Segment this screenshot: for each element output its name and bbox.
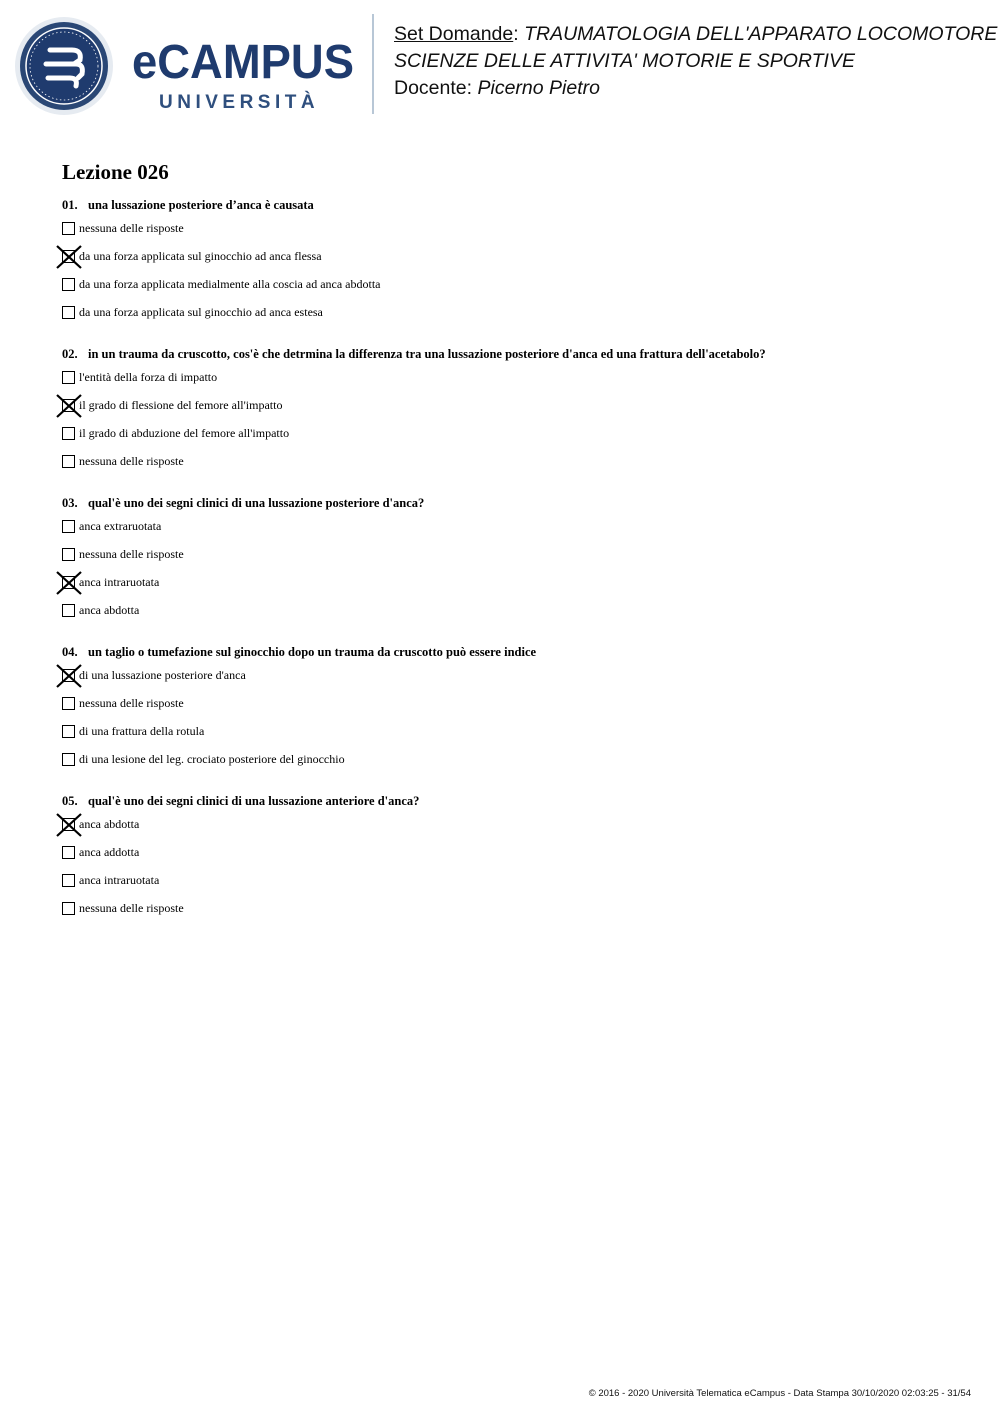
question-number: 04. bbox=[62, 645, 78, 659]
page-header bbox=[0, 0, 1000, 130]
cross-mark-icon bbox=[55, 663, 83, 689]
question-block bbox=[62, 643, 962, 773]
set-label: Set Domande bbox=[394, 23, 514, 45]
answer-text: anca intraruotata bbox=[79, 574, 160, 589]
question-text bbox=[62, 345, 962, 363]
answer-text: l'entità della forza di impatto bbox=[79, 369, 218, 384]
answer-option[interactable] bbox=[62, 689, 962, 717]
answer-option[interactable] bbox=[62, 214, 962, 242]
question-block bbox=[62, 792, 962, 922]
answer-option[interactable] bbox=[62, 363, 962, 391]
course-line bbox=[394, 21, 998, 48]
answer-text: di una lussazione posteriore d'anca bbox=[79, 667, 246, 682]
question-label: una lussazione posteriore d’anca è causata bbox=[88, 198, 314, 212]
question-number: 01. bbox=[62, 198, 78, 212]
cross-mark-icon bbox=[55, 812, 83, 838]
answer-text: da una forza applicata medialmente alla coscia ad anca abdotta bbox=[79, 276, 381, 291]
checkbox-checked[interactable] bbox=[62, 576, 75, 589]
answer-option[interactable] bbox=[62, 810, 962, 838]
course-title: TRAUMATOLOGIA DELL'APPARATO LOCOMOTORE bbox=[524, 23, 998, 45]
checkbox[interactable] bbox=[62, 604, 75, 617]
answer-text: nessuna delle risposte bbox=[79, 900, 184, 915]
cross-mark-icon bbox=[55, 244, 83, 270]
checkbox[interactable] bbox=[62, 753, 75, 766]
header-divider bbox=[372, 14, 374, 114]
teacher-line bbox=[394, 75, 994, 102]
checkbox[interactable] bbox=[62, 520, 75, 533]
question-label: qual'è uno dei segni clinici di una lussazione anteriore d'anca? bbox=[88, 794, 420, 808]
question-text bbox=[62, 792, 962, 810]
answer-option[interactable] bbox=[62, 270, 962, 298]
answer-text: il grado di flessione del femore all'impatto bbox=[79, 397, 283, 412]
answer-option[interactable] bbox=[62, 242, 962, 270]
header-info bbox=[394, 21, 998, 102]
cross-mark-icon bbox=[55, 393, 83, 419]
checkbox[interactable] bbox=[62, 427, 75, 440]
checkbox[interactable] bbox=[62, 278, 75, 291]
ecampus-logo bbox=[132, 36, 358, 116]
checkbox[interactable] bbox=[62, 548, 75, 561]
answer-option[interactable] bbox=[62, 717, 962, 745]
answer-option[interactable] bbox=[62, 298, 962, 326]
university-seal-icon bbox=[14, 16, 114, 116]
checkbox[interactable] bbox=[62, 725, 75, 738]
checkbox[interactable] bbox=[62, 846, 75, 859]
question-block bbox=[62, 345, 962, 475]
checkbox-checked[interactable] bbox=[62, 399, 75, 412]
checkbox[interactable] bbox=[62, 697, 75, 710]
checkbox[interactable] bbox=[62, 371, 75, 384]
logo-wordmark: eCAMPUS bbox=[132, 36, 354, 89]
question-block bbox=[62, 494, 962, 624]
checkbox[interactable] bbox=[62, 455, 75, 468]
checkbox[interactable] bbox=[62, 222, 75, 235]
checkbox[interactable] bbox=[62, 874, 75, 887]
answer-text: nessuna delle risposte bbox=[79, 695, 184, 710]
page-footer: © 2016 - 2020 Università Telematica eCampus - Data Stampa 30/10/2020 02:03:25 - 31/54 bbox=[588, 1388, 971, 1399]
checkbox-checked[interactable] bbox=[62, 818, 75, 831]
answer-option[interactable] bbox=[62, 568, 962, 596]
answer-text: di una lesione del leg. crociato posteriore del ginocchio bbox=[79, 751, 345, 766]
question-text bbox=[62, 196, 962, 214]
checkbox[interactable] bbox=[62, 902, 75, 915]
answer-option[interactable] bbox=[62, 866, 962, 894]
checkbox-checked[interactable] bbox=[62, 669, 75, 682]
answer-text: anca abdotta bbox=[79, 602, 140, 617]
question-label: in un trauma da cruscotto, cos'è che detrmina la differenza tra una lussazione posteriore d'anca ed una frattura dell'acetabolo? bbox=[88, 347, 766, 361]
answer-text: anca extraruotata bbox=[79, 518, 162, 533]
teacher-name: Picerno Pietro bbox=[477, 77, 600, 99]
question-number: 03. bbox=[62, 496, 78, 510]
question-number: 02. bbox=[62, 347, 78, 361]
answer-text: di una frattura della rotula bbox=[79, 723, 205, 738]
answer-text: anca abdotta bbox=[79, 816, 140, 831]
set-separator: : bbox=[513, 23, 519, 45]
answer-text: nessuna delle risposte bbox=[79, 220, 184, 235]
program-name: SCIENZE DELLE ATTIVITA' MOTORIE E SPORTIVE bbox=[394, 50, 855, 72]
question-block bbox=[62, 196, 962, 326]
question-label: un taglio o tumefazione sul ginocchio dopo un trauma da cruscotto può essere indice bbox=[88, 645, 537, 659]
answer-text: anca intraruotata bbox=[79, 872, 160, 887]
answer-option[interactable] bbox=[62, 447, 962, 475]
answer-option[interactable] bbox=[62, 745, 962, 773]
checkbox-checked[interactable] bbox=[62, 250, 75, 263]
answer-option[interactable] bbox=[62, 596, 962, 624]
answer-text: da una forza applicata sul ginocchio ad anca flessa bbox=[79, 248, 322, 263]
answer-text: anca addotta bbox=[79, 844, 140, 859]
checkbox[interactable] bbox=[62, 306, 75, 319]
answer-option[interactable] bbox=[62, 391, 962, 419]
logo-subtitle: UNIVERSITÀ bbox=[159, 92, 320, 113]
answer-option[interactable] bbox=[62, 540, 962, 568]
teacher-label: Docente: bbox=[394, 77, 473, 99]
question-text bbox=[62, 494, 962, 512]
answer-text: il grado di abduzione del femore all'impatto bbox=[79, 425, 290, 440]
question-list bbox=[62, 196, 962, 941]
answer-text: nessuna delle risposte bbox=[79, 546, 184, 561]
answer-text: da una forza applicata sul ginocchio ad anca estesa bbox=[79, 304, 323, 319]
answer-option[interactable] bbox=[62, 838, 962, 866]
lesson-title: Lezione 026 bbox=[62, 160, 169, 184]
answer-option[interactable] bbox=[62, 419, 962, 447]
cross-mark-icon bbox=[55, 570, 83, 596]
answer-text: nessuna delle risposte bbox=[79, 453, 184, 468]
answer-option[interactable] bbox=[62, 894, 962, 922]
question-number: 05. bbox=[62, 794, 78, 808]
answer-option[interactable] bbox=[62, 512, 962, 540]
question-label: qual'è uno dei segni clinici di una lussazione posteriore d'anca? bbox=[88, 496, 425, 510]
answer-option[interactable] bbox=[62, 661, 962, 689]
question-text bbox=[62, 643, 962, 661]
